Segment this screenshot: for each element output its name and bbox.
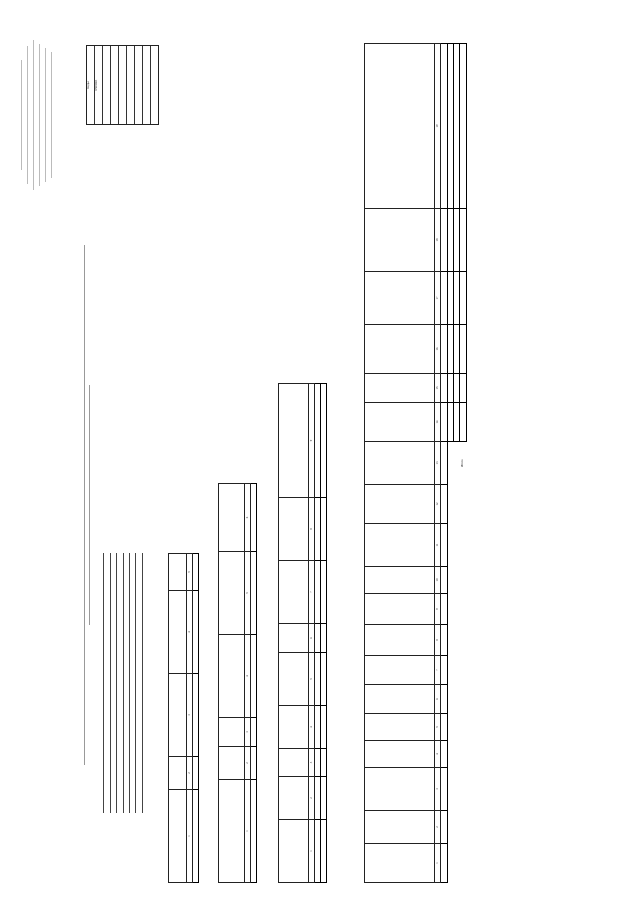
- code-cell: [143, 46, 151, 124]
- totals-label: Итого: [460, 459, 465, 468]
- section-1-table: 1 2 3 4 5: [168, 553, 199, 883]
- code-cell: [127, 46, 135, 124]
- code-cell: [151, 46, 158, 124]
- document-title: [80, 245, 91, 765]
- codes-box: [86, 45, 159, 125]
- form-code: 0506001: [95, 46, 103, 124]
- section-1-1-table: 1 2 3 4 5 6: [218, 483, 257, 883]
- codes-header: Коды: [87, 46, 95, 124]
- code-cell: [119, 46, 127, 124]
- document-header-note: [16, 40, 54, 190]
- code-cell: [135, 46, 143, 124]
- code-cell: [103, 46, 111, 124]
- document-meta: [98, 553, 159, 883]
- section-2-1-table: 1 2 3 4 5 6 7 8 9 10 11 12 13 14 15 16 17 18 19 Итого: [364, 43, 467, 883]
- section-1-2-table: 1 2 3 4 5 6 7 8 9: [278, 383, 327, 883]
- rotated-document: [10, 20, 630, 895]
- code-cell: [111, 46, 119, 124]
